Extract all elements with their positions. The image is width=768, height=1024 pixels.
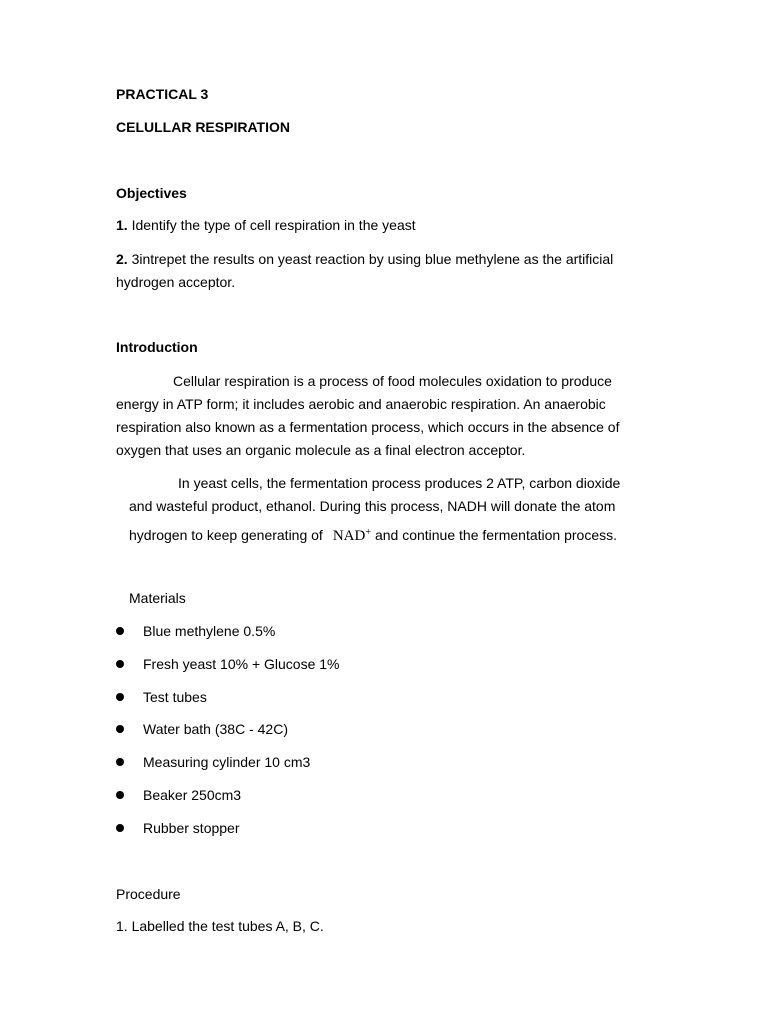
paragraph-line: and wasteful product, ethanol. During this process, NADH will donate the atom: [129, 498, 616, 514]
procedure-step-1: 1. Labelled the test tubes A, B, C.: [116, 918, 324, 934]
list-item: Water bath (38C - 42C): [143, 721, 288, 737]
bullet-icon: [116, 824, 124, 832]
objectives-heading: Objectives: [116, 185, 187, 201]
objective-item-2-continued: hydrogen acceptor.: [116, 274, 236, 290]
practical-title: PRACTICAL 3: [116, 86, 209, 102]
bullet-icon: [116, 660, 124, 668]
list-item: Blue methylene 0.5%: [143, 623, 276, 639]
list-item: Rubber stopper: [143, 820, 240, 836]
bullet-icon: [116, 791, 124, 799]
list-item: Measuring cylinder 10 cm3: [143, 754, 311, 770]
list-item: Beaker 250cm3: [143, 787, 242, 803]
objective-text: 3intrepet the results on yeast reaction by using blue methylene as the artificial: [127, 251, 614, 267]
bullet-icon: [116, 627, 124, 635]
list-item: Fresh yeast 10% + Glucose 1%: [143, 656, 340, 672]
objective-number: 1.: [116, 217, 128, 233]
bullet-icon: [116, 758, 124, 766]
bullet-icon: [116, 693, 124, 701]
objective-number: 2.: [116, 251, 128, 267]
list-item: Test tubes: [143, 689, 207, 705]
paragraph-line: energy in ATP form; it includes aerobic and anaerobic respiration. An anaerobic: [116, 396, 606, 412]
introduction-heading: Introduction: [116, 339, 198, 355]
nad-formula: NAD+: [332, 527, 371, 544]
paragraph-line: oxygen that uses an organic molecule as a final electron acceptor.: [116, 442, 526, 458]
subject-title: CELULLAR RESPIRATION: [116, 119, 290, 135]
bullet-icon: [116, 725, 124, 733]
paragraph-line: Cellular respiration is a process of food molecules oxidation to produce: [173, 373, 612, 389]
materials-heading: Materials: [129, 590, 186, 606]
paragraph-line: respiration also known as a fermentation process, which occurs in the absence of: [116, 419, 620, 435]
objective-item-1: [116, 217, 416, 234]
paragraph-line: In yeast cells, the fermentation process produces 2 ATP, carbon dioxide: [178, 475, 621, 491]
objective-item-2: [116, 251, 613, 268]
procedure-heading: Procedure: [116, 886, 181, 902]
paragraph-line-nad: [129, 524, 617, 545]
paragraph-text: hydrogen to keep generating of: [129, 527, 323, 543]
paragraph-text: and continue the fermentation process.: [374, 527, 617, 543]
objective-text: Identify the type of cell respiration in the yeast: [127, 217, 416, 233]
